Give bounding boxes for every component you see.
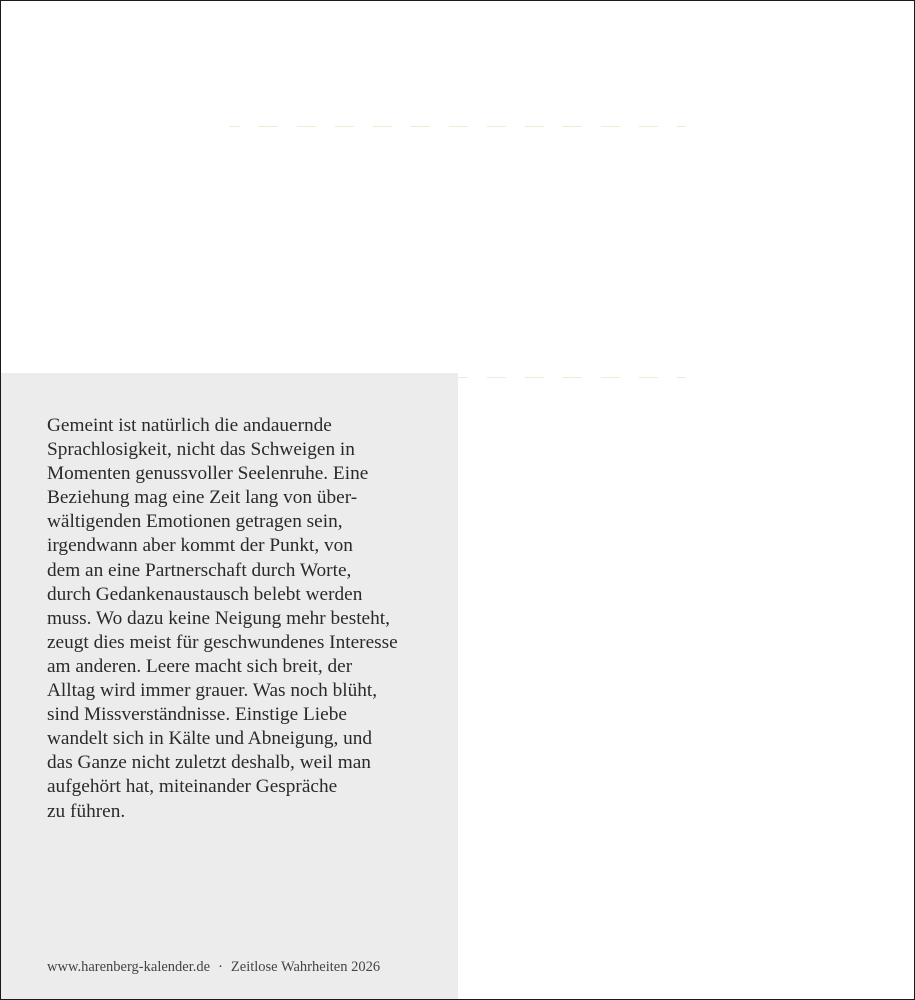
- body-line: zeugt dies meist für geschwundenes Interesse: [47, 631, 398, 653]
- perforation-line-top: [1, 126, 914, 127]
- website-link[interactable]: www.harenberg-kalender.de: [47, 959, 211, 975]
- body-line: Sprachlosigkeit, nicht das Schweigen in: [47, 439, 355, 461]
- page-footer: [47, 959, 380, 976]
- body-line: zu führen.: [47, 800, 126, 822]
- footer-separator: ·: [218, 959, 223, 975]
- body-paragraph: [47, 414, 437, 824]
- body-line: Beziehung mag eine Zeit lang von über-: [47, 487, 358, 509]
- body-line: irgendwann aber kommt der Punkt, von: [47, 535, 353, 557]
- body-line: durch Gedankenaustausch belebt werden: [47, 583, 363, 605]
- body-line: muss. Wo dazu keine Neigung mehr besteht,: [47, 607, 390, 629]
- body-line: Momenten genussvoller Seelenruhe. Eine: [47, 463, 369, 485]
- body-line: Gemeint ist natürlich die andauernde: [47, 415, 332, 436]
- body-line: wandelt sich in Kälte und Abneigung, und: [47, 728, 373, 750]
- calendar-title: Zeitlose Wahrheiten 2026: [230, 959, 381, 975]
- body-line: sind Missverständnisse. Einstige Liebe: [47, 704, 347, 726]
- body-line: am anderen. Leere macht sich breit, der: [47, 655, 353, 677]
- body-line: dem an eine Partnerschaft durch Worte,: [47, 559, 352, 581]
- body-line: wältigenden Emotionen getragen sein,: [47, 511, 343, 533]
- body-line: das Ganze nicht zuletzt deshalb, weil man: [47, 752, 371, 774]
- body-line: aufgehört hat, miteinander Gespräche: [47, 776, 338, 798]
- body-line: Alltag wird immer grauer. Was noch blüht,: [47, 680, 378, 702]
